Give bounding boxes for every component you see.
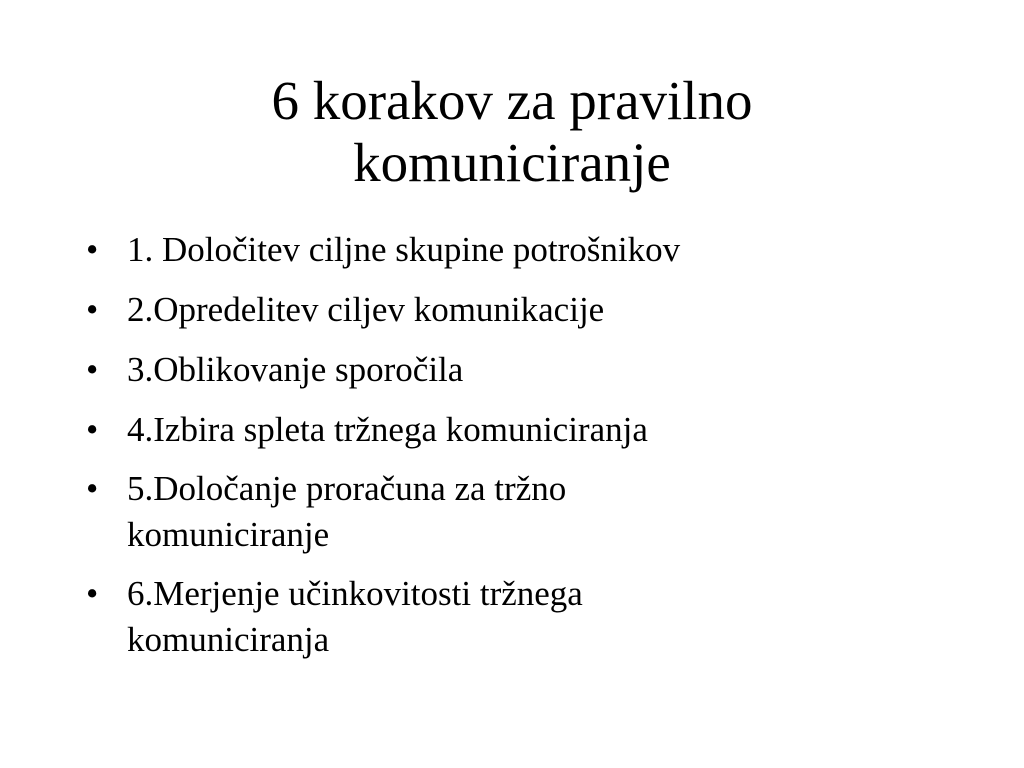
slide-title-line-1: 6 korakov za pravilno bbox=[271, 70, 753, 131]
bullet-dot-icon: • bbox=[86, 350, 99, 389]
bullet-dot-icon: • bbox=[86, 290, 99, 329]
bullet-item-4 bbox=[86, 406, 946, 453]
bullet-text-3: 3.Oblikovanje sporočila bbox=[127, 350, 464, 389]
bullet-text-5-line-2: komuniciranje bbox=[127, 515, 330, 554]
slide-title bbox=[76, 70, 948, 194]
bullet-dot-icon: • bbox=[86, 574, 99, 613]
bullet-item-5 bbox=[86, 466, 946, 558]
bullet-text-4: 4.Izbira spleta tržnega komuniciranja bbox=[127, 410, 648, 449]
bullet-list bbox=[86, 226, 946, 676]
bullet-dot-icon: • bbox=[86, 469, 99, 508]
bullet-dot-icon: • bbox=[86, 410, 99, 449]
bullet-item-2 bbox=[86, 286, 946, 333]
bullet-text-2: 2.Opredelitev ciljev komunikacije bbox=[127, 290, 605, 329]
bullet-item-6 bbox=[86, 571, 946, 663]
bullet-item-3 bbox=[86, 346, 946, 393]
bullet-text-1: 1. Določitev ciljne skupine potrošnikov bbox=[127, 230, 681, 269]
bullet-text-6-line-1: 6.Merjenje učinkovitosti tržnega bbox=[127, 574, 583, 613]
bullet-item-1 bbox=[86, 226, 946, 273]
slide-title-line-2: komuniciranje bbox=[353, 132, 671, 193]
bullet-text-5-line-1: 5.Določanje proračuna za tržno bbox=[127, 469, 567, 508]
bullet-dot-icon: • bbox=[86, 230, 99, 269]
bullet-text-6-line-2: komuniciranja bbox=[127, 620, 330, 659]
